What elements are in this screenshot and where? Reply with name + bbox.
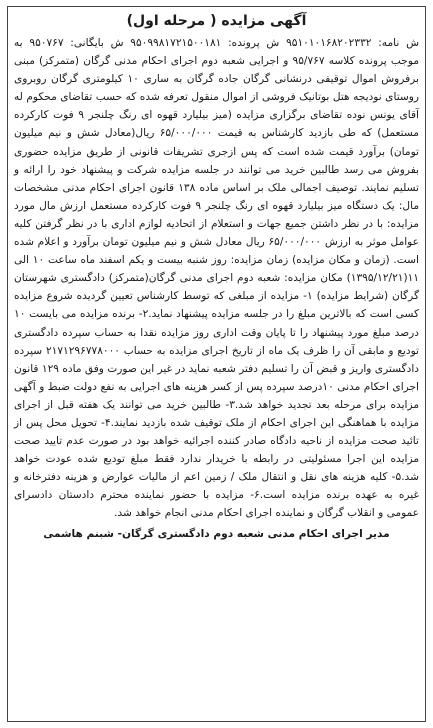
notice-frame [7,6,426,722]
notice-body [14,34,419,523]
notice-title: آگهی مزایده ( مرحله اول) [126,13,307,29]
notice-signature: مدیر اجرای احکام مدنی شعبه دوم دادگستری گرگان- شبنم هاشمی [43,527,390,540]
notice-paragraph: ش نامه: ۹۵۱۰۱۰۱۶۸۲۰۲۳۳۲ ش پرونده: ۹۵۰۹۹۸۱۷۲۱۵۰۰۱۸۱ ش بایگانی: ۹۵۰۷۶۷ به موجب پرونده کلاسه ۹۵/۷۶۷ و اجرایی شعبه دوم اجرای احکام مدنی گرگان (متمرکز) مبنی برفروش اموال توقیفی درنشانی گرگان جاده گرگان به ساری ۱۰ کیلومتری گرگان روبروی روستای نودیجه هتل بوتانیک فروشی از اموال منقول تعرفه شده که حسب تقاضای محکوم له آقای یونس نوده تقاضای برگزاری مزایده (میز بیلیارد قهوه ای رنگ چلنجر ۹ فوت کارکرده مستعمل) که طی بازدید کارشناس به قیمت ۶۵/۰۰۰/۰۰۰ ریال(معادل شش و نیم میلیون تومان) برآورد قیمت شده است که پس ازجری تشریفات قانونی از طریق مزایده حضوری بفروش می رسد طالبین خرید می توانند در جلسه مزایده شرکت و پیشنهاد خود را ارائه و تسلیم نمایند. توصیف اجمالی ملک بر اساس ماده ۱۳۸ قانون اجرای احکام مدنی مشخصات مال: یک دستگاه میز بیلیارد قهوه ای رنگ چلنجر ۹ فوت کارکرده مستعمل ارزش مال مورد مزایده: با در نظر داشتن جمیع جهات و استعلام از اتحادیه لوازم اداری با در نظر گرفتن کلیه عوامل موثر به ارزش ۶۵/۰۰۰/۰۰۰ ریال معادل شش و نیم میلیون تومان برآورد و اعلام شده است. (زمان و مکان مزایده) زمان مزایده: روز شنبه بیست و یکم اسفند ماه ساعت ۱۰ الی ۱۱(۱۳۹۵/۱۲/۲۱) مکان مزایده: شعبه دوم اجرای مدنی گرگان(متمرکز) دادگستری شهرستان گرگان (شرایط مزایده) ۱- مزایده از مبلغی که توسط کارشناس تعیین گردیده شروع مزایده کسی است که بالاترین مبلغ را در جلسه مزایده پیشنهاد نماید.۲- برنده مزایده می بایست ۱۰ درصد مبلغ مورد پیشنهاد را تا پایان وقت اداری روز مزایده نقدا به حساب سپرده دادگستری تودیع و مابقی آن را ظرف یک ماه از تاریخ اجرای مزایده به حساب ۲۱۷۱۲۹۶۷۷۸۰۰۰ سپرده دادگستری واریز و قبض آن را تسلیم دفتر شعبه نماید در غیر این صورت وفق ماده ۱۲۹ قانون اجرای احکام مدنی ۱۰درصد سپرده پس از کسر هزینه های اجرایی به نفع دولت ضبط و آگهی مزایده برای مرحله بعد تجدید خواهد شد.۳- طالبین خرید می توانند یک هفته قبل از اجرای مزایده با هماهنگی این اجرای احکام از ملک توقیف شده بازدید نمایند.۴- تحویل محل پس از تائید صحت مزایده از ناحیه دادگاه صادر کننده اجرائیه خواهد بود در صورت عدم تایید صحت مزایده این اجرا مسئولیتی در رابطه با خریدار ندارد فقط مبلغ تودیع شده عودت خواهد شد.۵- کلیه هزینه های نقل و انتقال ملک / زمین اعم از مالیات عوارض و هزینه دفترخانه و غیره به عهده برنده مزایده است.۶- مزایده با حضور نماینده محترم دادستان دادسرای عمومی و انقلاب گرگان و نماینده اجرای احکام مدنی انجام خواهد شد. [14,37,420,520]
